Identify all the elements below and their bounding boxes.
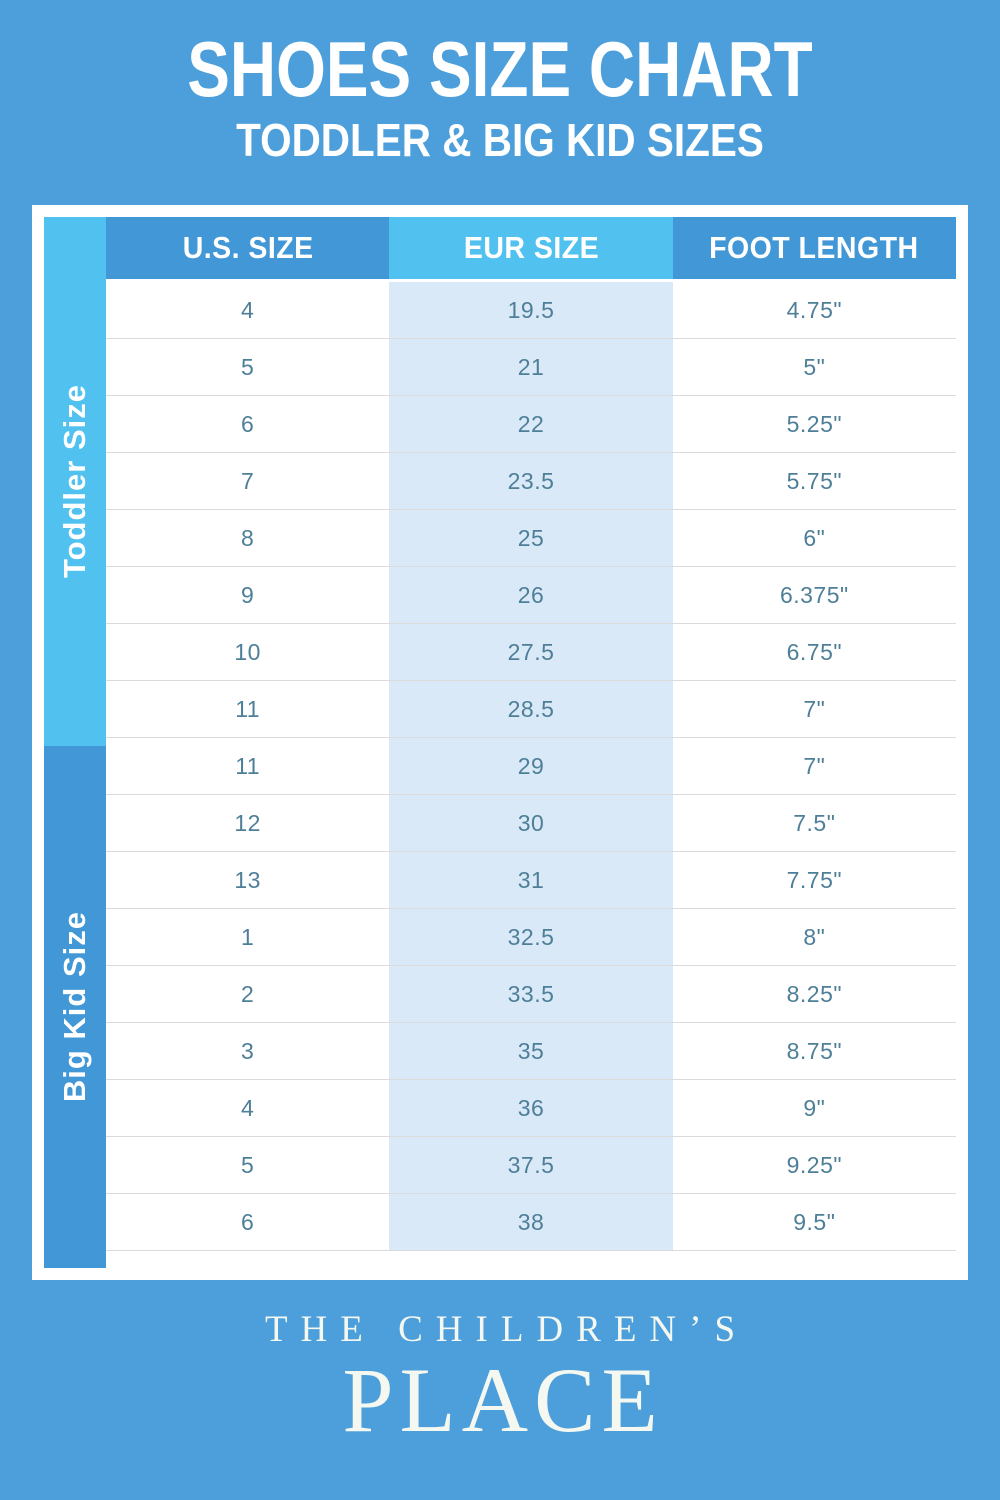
cell-eur-size: 30 (389, 795, 672, 851)
table-body (106, 282, 956, 1251)
table-row (106, 738, 956, 795)
table-row (106, 396, 956, 453)
cell-us-size: 6 (106, 1194, 389, 1250)
cell-eur-size: 25 (389, 510, 672, 566)
cell-us-size: 4 (106, 1080, 389, 1136)
section-bigkid-label: Big Kid Size (57, 911, 92, 1103)
section-toddler (44, 217, 106, 746)
cell-eur-size: 37.5 (389, 1137, 672, 1193)
header-us-size-label: U.S. SIZE (182, 230, 314, 265)
table-row (106, 567, 956, 624)
table-row (106, 1023, 956, 1080)
cell-us-size: 13 (106, 852, 389, 908)
cell-foot-length: 7.75" (673, 852, 956, 908)
cell-eur-size: 31 (389, 852, 672, 908)
cell-us-size: 9 (106, 567, 389, 623)
cell-us-size: 12 (106, 795, 389, 851)
cell-eur-size: 19.5 (389, 282, 672, 338)
section-bigkid (44, 746, 106, 1268)
table-row (106, 1194, 956, 1251)
cell-foot-length: 7" (673, 681, 956, 737)
brand-name-bottom: PLACE (342, 1349, 664, 1451)
cell-eur-size: 28.5 (389, 681, 672, 737)
cell-us-size: 1 (106, 909, 389, 965)
cell-eur-size: 38 (389, 1194, 672, 1250)
cell-us-size: 11 (106, 681, 389, 737)
table-row (106, 681, 956, 738)
cell-eur-size: 27.5 (389, 624, 672, 680)
header-foot-length (673, 217, 956, 279)
cell-foot-length: 8" (673, 909, 956, 965)
page-title: SHOES SIZE CHART (187, 25, 813, 113)
cell-foot-length: 5" (673, 339, 956, 395)
size-table (44, 217, 956, 1268)
cell-foot-length: 8.75" (673, 1023, 956, 1079)
table-main (106, 217, 956, 1268)
table-row (106, 966, 956, 1023)
cell-us-size: 11 (106, 738, 389, 794)
table-row (106, 1080, 956, 1137)
cell-eur-size: 26 (389, 567, 672, 623)
cell-foot-length: 7" (673, 738, 956, 794)
cell-foot-length: 9.25" (673, 1137, 956, 1193)
cell-us-size: 10 (106, 624, 389, 680)
cell-foot-length: 4.75" (673, 282, 956, 338)
cell-us-size: 6 (106, 396, 389, 452)
cell-foot-length: 8.25" (673, 966, 956, 1022)
header-eur-size-label: EUR SIZE (463, 230, 599, 265)
size-table-card (32, 205, 968, 1280)
cell-foot-length: 6.75" (673, 624, 956, 680)
cell-us-size: 3 (106, 1023, 389, 1079)
table-row (106, 510, 956, 567)
table-row (106, 795, 956, 852)
cell-eur-size: 32.5 (389, 909, 672, 965)
table-row (106, 453, 956, 510)
section-toddler-label: Toddler Size (57, 384, 92, 579)
cell-eur-size: 29 (389, 738, 672, 794)
cell-foot-length: 6" (673, 510, 956, 566)
cell-eur-size: 23.5 (389, 453, 672, 509)
cell-eur-size: 36 (389, 1080, 672, 1136)
table-row (106, 624, 956, 681)
cell-us-size: 2 (106, 966, 389, 1022)
brand-name-top: THE CHILDREN’S (264, 1309, 749, 1350)
table-row (106, 852, 956, 909)
cell-eur-size: 22 (389, 396, 672, 452)
cell-foot-length: 6.375" (673, 567, 956, 623)
cell-foot-length: 7.5" (673, 795, 956, 851)
page-subtitle: TODDLER & BIG KID SIZES (236, 114, 764, 166)
table-row (106, 339, 956, 396)
title-block (0, 0, 1000, 166)
cell-foot-length: 5.25" (673, 396, 956, 452)
header-us-size (106, 217, 389, 279)
cell-eur-size: 35 (389, 1023, 672, 1079)
cell-foot-length: 9" (673, 1080, 956, 1136)
table-row (106, 282, 956, 339)
cell-foot-length: 9.5" (673, 1194, 956, 1250)
cell-eur-size: 21 (389, 339, 672, 395)
table-row (106, 909, 956, 966)
table-header-row (106, 217, 956, 279)
header-foot-length-label: FOOT LENGTH (709, 230, 920, 265)
cell-foot-length: 5.75" (673, 453, 956, 509)
cell-us-size: 8 (106, 510, 389, 566)
table-row (106, 1137, 956, 1194)
cell-us-size: 5 (106, 339, 389, 395)
cell-us-size: 4 (106, 282, 389, 338)
cell-eur-size: 33.5 (389, 966, 672, 1022)
header-eur-size (389, 217, 672, 279)
cell-us-size: 5 (106, 1137, 389, 1193)
section-strip (44, 217, 106, 1268)
brand-footer (0, 1308, 1000, 1451)
cell-us-size: 7 (106, 453, 389, 509)
